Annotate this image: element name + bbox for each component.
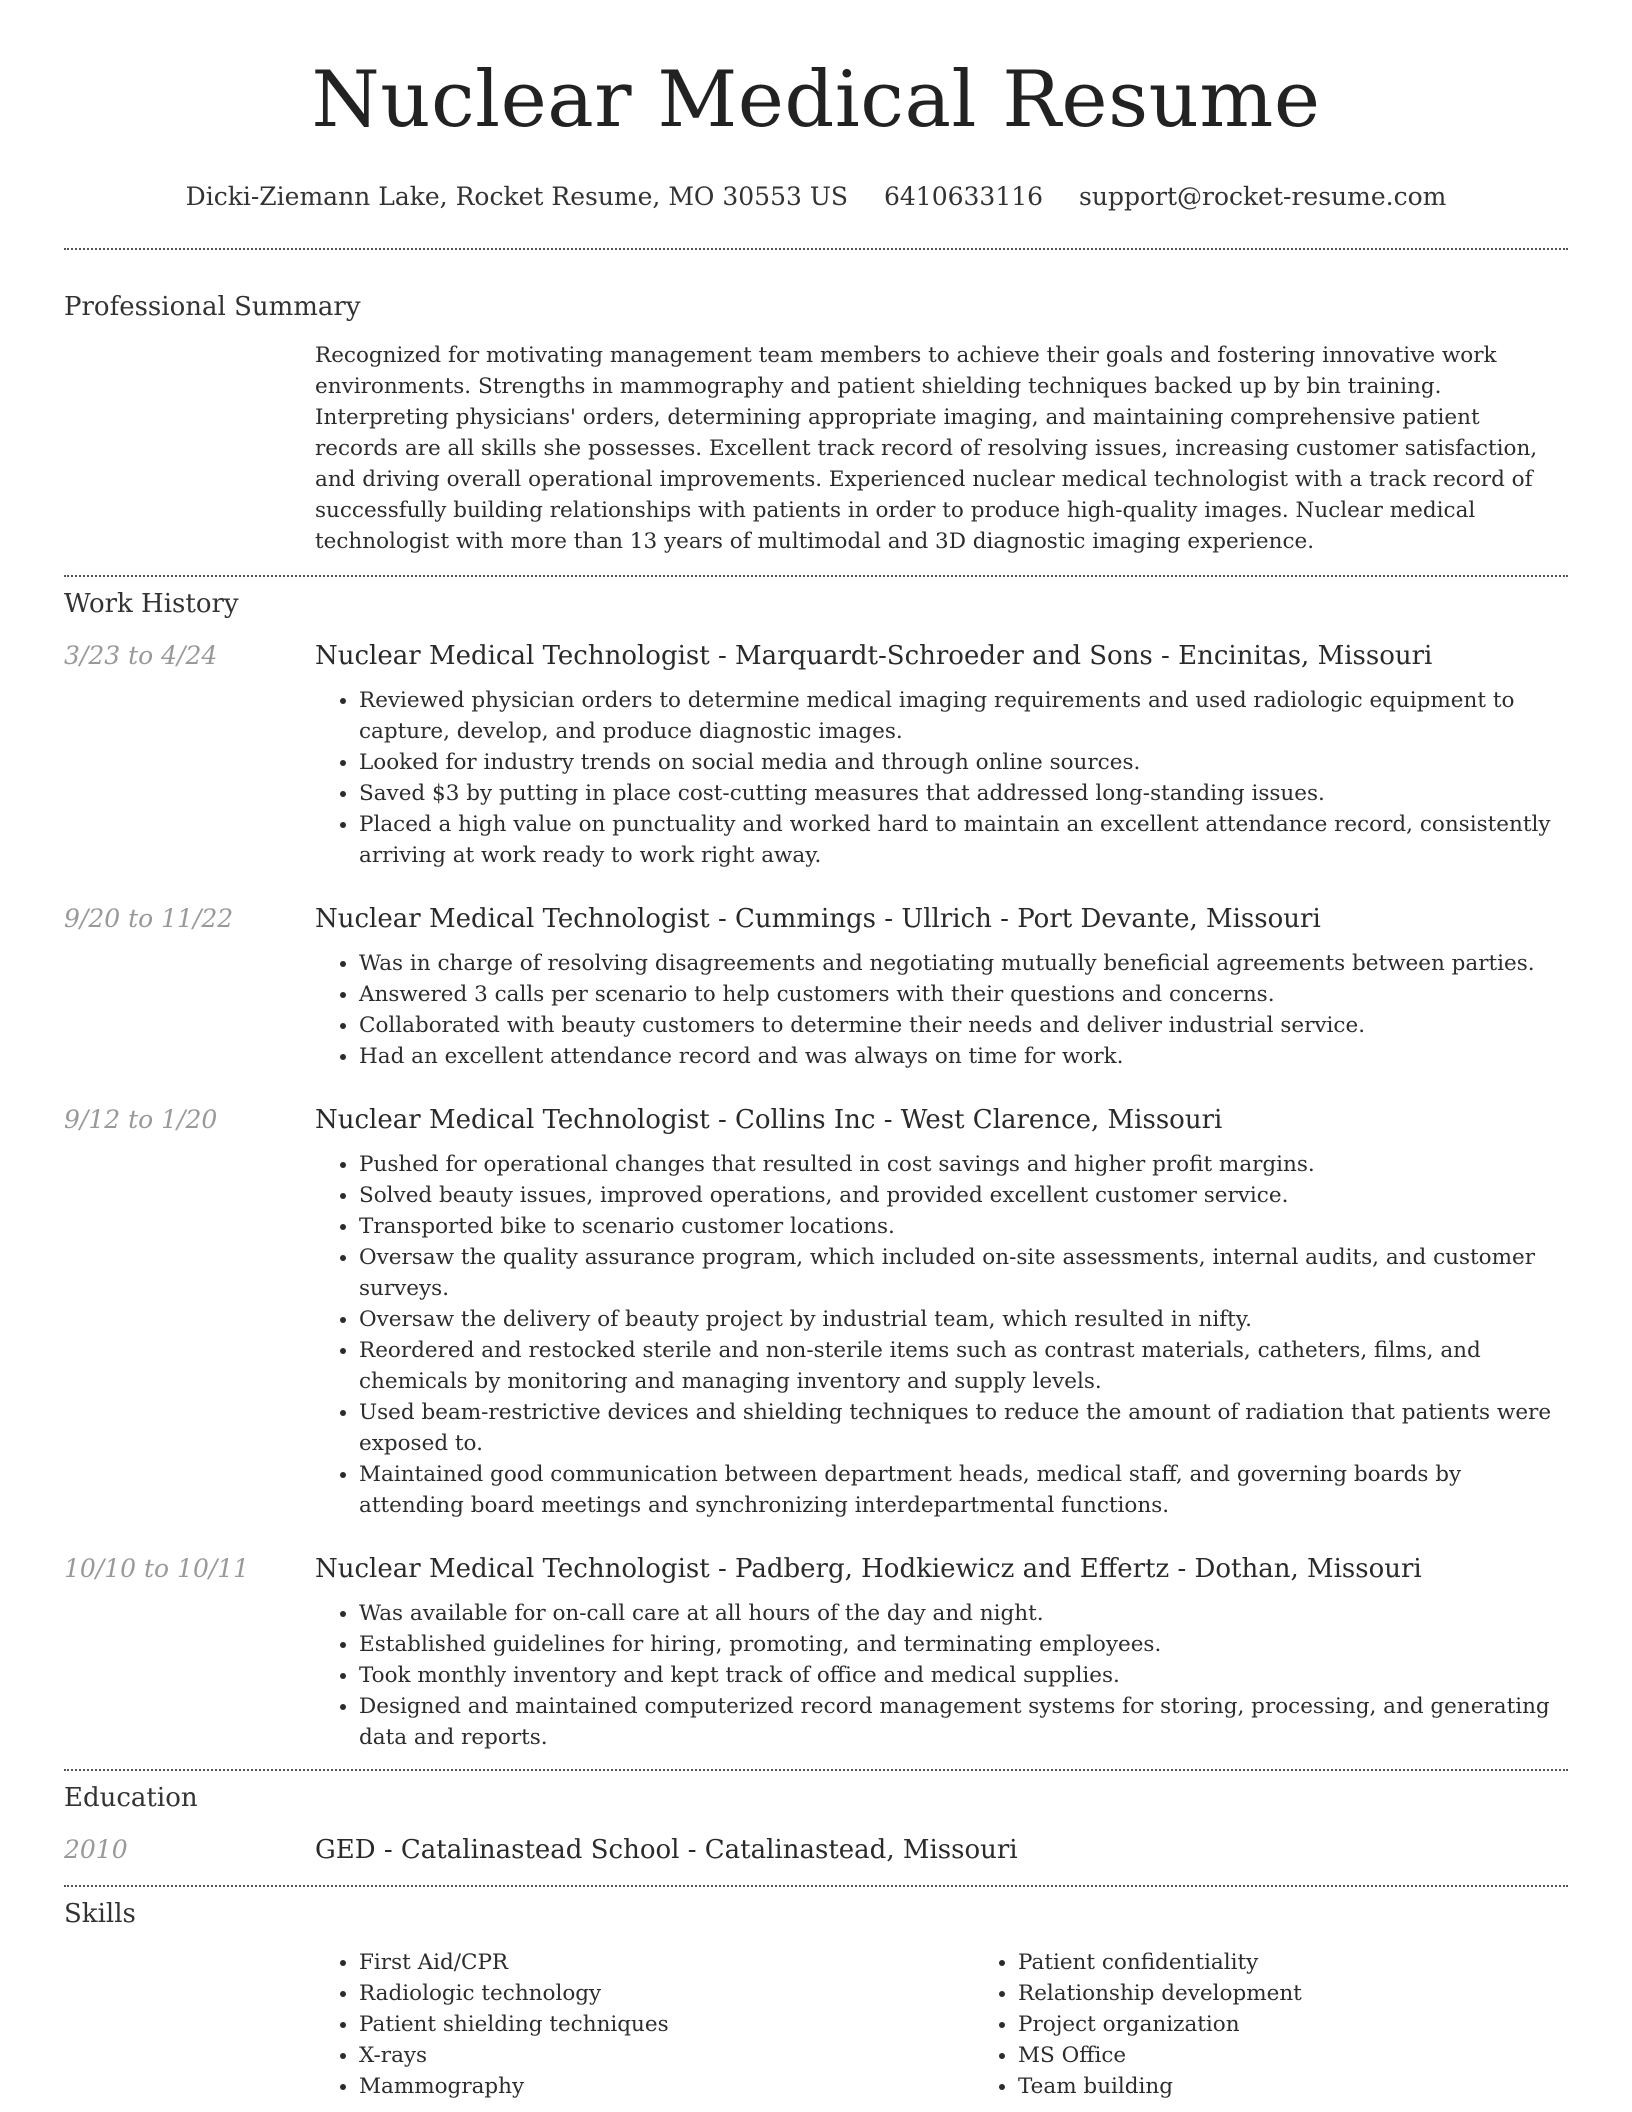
list-item: • MS Office xyxy=(1018,2040,1632,2071)
list-item: • Project organization xyxy=(1018,2009,1632,2040)
education-heading: Education xyxy=(64,1783,198,1813)
skills-column-right xyxy=(974,1947,1632,2102)
contact-email: support@rocket-resume.com xyxy=(1079,182,1447,211)
contact-line xyxy=(64,182,1568,211)
list-item: • Maintained good communication between department heads, medical staff, and governing boards by attending board meetings and synchronizing interdepartmental functions. xyxy=(359,1459,1568,1521)
job-entry xyxy=(64,904,1568,1072)
divider xyxy=(64,248,1568,250)
divider xyxy=(64,1885,1568,1887)
job-title: Nuclear Medical Technologist - Marquardt-Schroeder and Sons - Encinitas, Missouri xyxy=(315,641,1433,671)
list-item: • Patient confidentiality xyxy=(1018,1947,1632,1978)
list-item: • Established guidelines for hiring, promoting, and terminating employees. xyxy=(359,1629,1568,1660)
contact-address: Dicki-Ziemann Lake, Rocket Resume, MO 30553 US xyxy=(185,182,849,211)
job-title: Nuclear Medical Technologist - Cummings - Ullrich - Port Devante, Missouri xyxy=(315,904,1321,934)
list-item: • Reviewed physician orders to determine medical imaging requirements and used radiologic equipment to capture, develop, and produce diagnostic images. xyxy=(359,685,1568,747)
job-entry xyxy=(64,1105,1568,1521)
skills-heading: Skills xyxy=(64,1899,136,1929)
divider xyxy=(64,1769,1568,1771)
job-dates: 9/20 to 11/22 xyxy=(64,904,234,933)
job-bullets xyxy=(315,1598,1568,1753)
list-item: • Oversaw the quality assurance program, which included on-site assessments, internal audits, and customer surveys. xyxy=(359,1242,1568,1304)
list-item: • Oversaw the delivery of beauty project by industrial team, which resulted in nifty. xyxy=(359,1304,1568,1335)
list-item: • Was in charge of resolving disagreements and negotiating mutually beneficial agreements between parties. xyxy=(359,948,1568,979)
job-title: Nuclear Medical Technologist - Padberg, Hodkiewicz and Effertz - Dothan, Missouri xyxy=(315,1554,1422,1584)
contact-phone: 6410633116 xyxy=(884,182,1044,211)
list-item: • Collaborated with beauty customers to determine their needs and deliver industrial service. xyxy=(359,1010,1568,1041)
education-detail: GED - Catalinastead School - Catalinastead, Missouri xyxy=(315,1835,1018,1865)
job-entry xyxy=(64,1554,1568,1753)
job-bullets xyxy=(315,948,1568,1072)
job-bullets xyxy=(315,685,1568,871)
list-item: • Designed and maintained computerized record management systems for storing, processing, and generating data and reports. xyxy=(359,1691,1568,1753)
summary-text: Recognized for motivating management team members to achieve their goals and fostering innovative work environments. Strengths in mammography and patient shielding techniques backed up by bin training. Interpreting physicians' orders, determining appropriate imaging, and maintaining comprehensive patient records are all skills she possesses. Excellent track record of resolving issues, increasing customer satisfaction, and driving overall operational improvements. Experienced nuclear medical technologist with a track record of successfully building relationships with patients in order to produce high-quality images. Nuclear medical technologist with more than 13 years of multimodal and 3D diagnostic imaging experience. xyxy=(315,343,1538,554)
skills-column-left xyxy=(315,1947,974,2102)
list-item: • Team building xyxy=(1018,2071,1632,2102)
list-item: • Placed a high value on punctuality and worked hard to maintain an excellent attendance record, consistently arriving at work ready to work right away. xyxy=(359,809,1568,871)
page-title: Nuclear Medical Resume xyxy=(311,55,1321,145)
education-entry xyxy=(64,1835,1568,1865)
list-item: • Saved $3 by putting in place cost-cutting measures that addressed long-standing issues. xyxy=(359,778,1568,809)
list-item: • First Aid/CPR xyxy=(359,1947,974,1978)
list-item: • Relationship development xyxy=(1018,1978,1632,2009)
list-item: • Reordered and restocked sterile and non-sterile items such as contrast materials, catheters, films, and chemicals by monitoring and managing inventory and supply levels. xyxy=(359,1335,1568,1397)
job-entry xyxy=(64,641,1568,871)
list-item: • Patient shielding techniques xyxy=(359,2009,974,2040)
list-item: • Looked for industry trends on social media and through online sources. xyxy=(359,747,1568,778)
summary-heading: Professional Summary xyxy=(64,292,361,322)
list-item: • Answered 3 calls per scenario to help customers with their questions and concerns. xyxy=(359,979,1568,1010)
list-item: • Was available for on-call care at all hours of the day and night. xyxy=(359,1598,1568,1629)
job-title: Nuclear Medical Technologist - Collins Inc - West Clarence, Missouri xyxy=(315,1105,1223,1135)
list-item: • Used beam-restrictive devices and shielding techniques to reduce the amount of radiation that patients were exposed to. xyxy=(359,1397,1568,1459)
list-item: • Radiologic technology xyxy=(359,1978,974,2009)
work-history-list xyxy=(64,641,1568,1753)
education-year: 2010 xyxy=(64,1835,128,1864)
list-item: • Transported bike to scenario customer locations. xyxy=(359,1211,1568,1242)
list-item: • Pushed for operational changes that resulted in cost savings and higher profit margins. xyxy=(359,1149,1568,1180)
list-item: • Solved beauty issues, improved operations, and provided excellent customer service. xyxy=(359,1180,1568,1211)
job-dates: 9/12 to 1/20 xyxy=(64,1105,218,1134)
skills-list xyxy=(315,1947,1632,2102)
list-item: • Took monthly inventory and kept track of office and medical supplies. xyxy=(359,1660,1568,1691)
work-history-heading: Work History xyxy=(64,589,239,619)
job-dates: 3/23 to 4/24 xyxy=(64,641,218,670)
job-bullets xyxy=(315,1149,1568,1521)
list-item: • Mammography xyxy=(359,2071,974,2102)
resume-page xyxy=(64,0,1568,2102)
list-item: • Had an excellent attendance record and was always on time for work. xyxy=(359,1041,1568,1072)
divider xyxy=(64,575,1568,577)
list-item: • X-rays xyxy=(359,2040,974,2071)
job-dates: 10/10 to 10/11 xyxy=(64,1554,250,1583)
